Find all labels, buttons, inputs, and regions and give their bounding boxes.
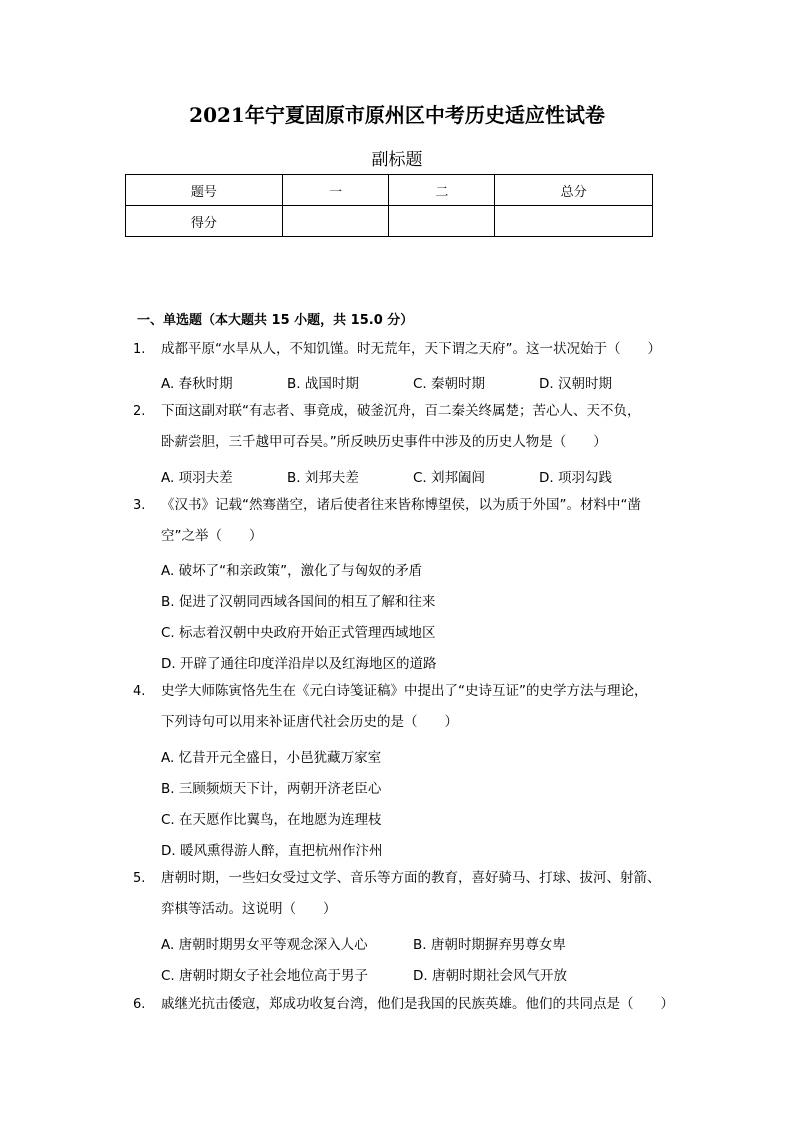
option-d: D. 唐朝时期社会风气开放 [413, 968, 567, 984]
option-d: D. 开辟了通往印度洋沿岸以及红海地区的道路 [161, 656, 437, 672]
exam-title: 2021年宁夏固原市原州区中考历史适应性试卷 [189, 103, 605, 127]
question-number: 6. [133, 997, 146, 1012]
score-header-cell: 题号 [126, 175, 283, 206]
question-text: 唐朝时期，一些妇女受过文学、音乐等方面的教育，喜好骑马、打球、拔河、射箭、 [161, 870, 661, 886]
option-a: A. 忆昔开元全盛日，小邑犹藏万家室 [161, 750, 382, 766]
option-a: A. 项羽夫差 [161, 470, 233, 486]
score-table-score-row [126, 206, 653, 237]
option-d: D. 项羽勾践 [539, 470, 612, 486]
question-text: 《汉书》记载“然骞凿空，诸后使者往来皆称博望侯，以为质于外国”。材料中“凿 [161, 497, 641, 513]
option-c: C. 秦朝时期 [413, 376, 486, 392]
option-b: B. 唐朝时期摒弃男尊女卑 [413, 937, 566, 953]
option-b: B. 刘邦夫差 [287, 470, 359, 486]
score-header-cell: 总分 [495, 175, 653, 206]
option-c: C. 唐朝时期女子社会地位高于男子 [161, 968, 369, 984]
exam-subtitle: 副标题 [371, 150, 423, 170]
score-cell [495, 206, 653, 237]
option-a: A. 春秋时期 [161, 376, 233, 392]
score-table [125, 174, 653, 237]
option-a: A. 唐朝时期男女平等观念深入人心 [161, 937, 368, 953]
question-text: 卧薪尝胆，三千越甲可吞吴。”所反映历史事件中涉及的历史人物是（ ） [161, 434, 607, 450]
score-cell [282, 206, 389, 237]
question-text: 史学大师陈寅恪先生在《元白诗笺证稿》中提出了“史诗互证”的史学方法与理论， [161, 683, 648, 699]
question-text: 空”之举（ ） [161, 528, 263, 544]
question-text: 弈棋等活动。这说明（ ） [161, 901, 337, 917]
score-cell [389, 206, 495, 237]
option-b: B. 三顾频烦天下计，两朝开济老臣心 [161, 781, 382, 797]
question-text: 下面这副对联“有志者、事竟成，破釜沉舟，百二秦关终属楚；苦心人、天不负， [161, 403, 641, 419]
score-row-label: 得分 [126, 206, 283, 237]
score-table-header-row [126, 175, 653, 206]
option-d: D. 汉朝时期 [539, 376, 612, 392]
option-d: D. 暖风熏得游人醉，直把杭州作汴州 [161, 843, 383, 859]
question-text: 成都平原“水旱从人，不知饥馑。时无荒年，天下谓之天府”。这一状况始于（ ） [161, 341, 661, 357]
option-a: A. 破坏了“和亲政策”，激化了与匈奴的矛盾 [161, 563, 423, 579]
question-text: 戚继光抗击倭寇，郑成功收复台湾，他们是我国的民族英雄。他们的共同点是（ ） [161, 996, 674, 1012]
question-number: 3. [133, 498, 146, 513]
question-text: 下列诗句可以用来补证唐代社会历史的是（ ） [161, 714, 458, 730]
option-c: C. 刘邦阖闾 [413, 470, 486, 486]
option-b: B. 促进了汉朝同西域各国间的相互了解和往来 [161, 594, 436, 610]
score-header-cell: 一 [282, 175, 389, 206]
section-heading: 一、单选题（本大题共 15 小题，共 15.0 分） [137, 313, 414, 328]
question-number: 2. [133, 404, 146, 419]
question-number: 4. [133, 684, 146, 699]
option-b: B. 战国时期 [287, 376, 359, 392]
score-header-cell: 二 [389, 175, 495, 206]
option-c: C. 在天愿作比翼鸟，在地愿为连理枝 [161, 812, 382, 828]
question-number: 1. [133, 342, 146, 357]
question-number: 5. [133, 871, 146, 886]
option-c: C. 标志着汉朝中央政府开始正式管理西域地区 [161, 625, 436, 641]
